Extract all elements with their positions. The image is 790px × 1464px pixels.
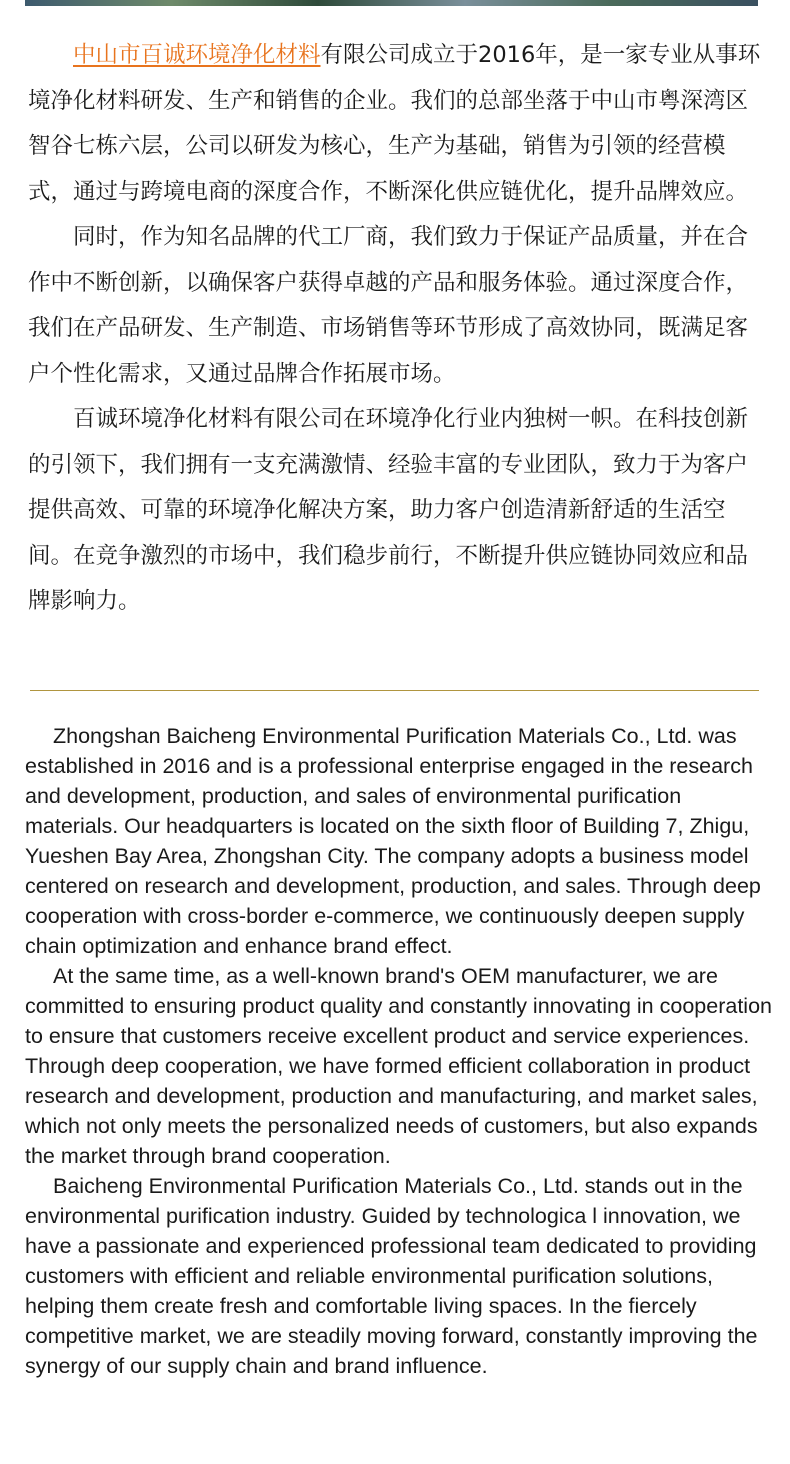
chinese-company-intro [28,33,768,625]
chinese-paragraph-3: 百诚环境净化材料有限公司在环境净化行业内独树一帜。在科技创新的引领下，我们拥有一支充满激情、经验丰富的专业团队，致力于为客户提供高效、可靠的环境净化解决方案，助力客户创造清新舒适的生活空间。在竞争激烈的市场中，我们稳步前行，不断提升供应链协同效应和品牌影响力。 [28,406,749,614]
chinese-paragraph-2: 同时，作为知名品牌的代工厂商，我们致力于保证产品质量，并在合作中不断创新，以确保客户获得卓越的产品和服务体验。通过深度合作，我们在产品研发、生产制造、市场销售等环节形成了高效协同，既满足客户个性化需求，又通过品牌合作拓展市场。 [28,224,749,387]
english-paragraph-3: Baicheng Environmental Purification Materials Co., Ltd. stands out in the environmental purification industry. Guided by technologica l innovation, we have a passionate and experienced professional team dedicated to providing customers with efficient and reliable environmental purification solutions, helping them create fresh and comfortable living spaces. In the fiercely competitive market, we are steadily moving forward, constantly improving the synergy of our supply chain and brand influence. [25,1174,758,1378]
top-banner-image [25,0,758,6]
chinese-paragraph-1 [28,33,768,215]
english-paragraph-2: At the same time, as a well-known brand's OEM manufacturer, we are committed to ensuring product quality and constantly innovating in cooperation to ensure that customers receive excellent product and service experiences. Through deep cooperation, we have formed efficient collaboration in product research and development, production and manufacturing, and market sales, which not only meets the personalized needs of customers, but also expands the market through brand cooperation. [25,964,772,1168]
company-name-link[interactable]: 中山市百诚环境净化材料 [73,42,321,68]
section-divider [30,690,759,691]
english-paragraph-1: Zhongshan Baicheng Environmental Purification Materials Co., Ltd. was established in 2016 and is a professional enterprise engaged in the research and development, production, and sales of environmental purification materials. Our headquarters is located on the sixth floor of Building 7, Zhigu, Yueshen Bay Area, Zhongshan City. The company adopts a business model centered on research and development, production, and sales. Through deep cooperation with cross-border e-commerce, we continuously deepen supply chain optimization and enhance brand effect. [25,724,761,958]
english-company-intro [25,721,780,1381]
chinese-paragraph-1-text: 有限公司成立于2016年，是一家专业从事环境净化材料研发、生产和销售的企业。我们的总部坐落于中山市粤深湾区智谷七栋六层，公司以研发为核心，生产为基础，销售为引领的经营模式，通过与跨境电商的深度合作，不断深化供应链优化，提升品牌效应。 [28,42,761,205]
